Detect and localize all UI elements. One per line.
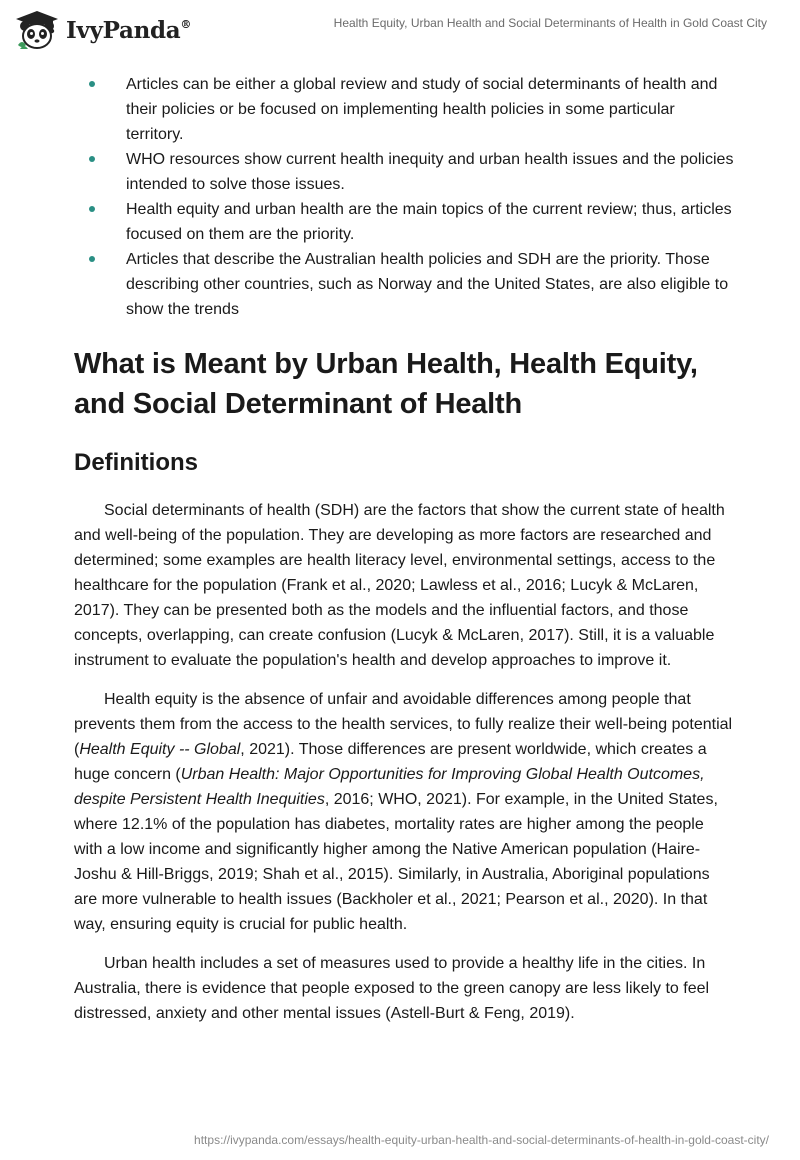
list-item: WHO resources show current health inequity and urban health issues and the policies intended to solve those issues. (74, 147, 734, 197)
criteria-list (74, 72, 734, 322)
source-url[interactable]: https://ivypanda.com/essays/health-equity-urban-health-and-social-determinants-of-health-in-gold-coast-city/ (194, 1133, 769, 1147)
bullet-icon (89, 256, 95, 262)
page-header (0, 0, 800, 60)
paragraph-health-equity: Health equity is the absence of unfair and avoidable differences among people that prevents them from the access to the health services, to fully realize their well-being potential (Health Equity -- Global, 2021). Those differences are present worldwide, which creates a huge concern (Urban Health: Major Opportunities for Improving Global Health Outcomes, despite Persistent Health Inequities, 2016; WHO, 2021). For example, in the United States, where 12.1% of the population has diabetes, mortality rates are higher among the people with a low income and significantly higher among the Native American population (Haire-Joshu & Hill-Briggs, 2019; Shah et al., 2015). Similarly, in Australia, Aboriginal populations are more vulnerable to health issues (Backholer et al., 2021; Pearson et al., 2020). In that way, ensuring equity is crucial for public health. (74, 691, 733, 933)
bullet-icon (89, 206, 95, 212)
paragraph-sdh: Social determinants of health (SDH) are the factors that show the current state of health and well-being of the population. They are developing as more factors are researched and determined; some examples are health literacy level, environmental settings, access to the healthcare for the population (Frank et al., 2020; Lawless et al., 2016; Lucyk & McLaren, 2017). They can be presented both as the models and the influential factors, and those concepts, overlapping, can create confusion (Lucyk & McLaren, 2017). Still, it is a valuable instrument to evaluate the population's health and develop approaches to improve it. (74, 502, 725, 669)
ivypanda-logo[interactable] (14, 9, 191, 51)
panda-graduate-icon (14, 9, 60, 51)
list-item: Articles that describe the Australian health policies and SDH are the priority. Those describing other countries, such as Norway and the United States, are also eligible to show the trends (74, 247, 734, 322)
section-heading: What is Meant by Urban Health, Health Equity, and Social Determinant of Health (74, 348, 698, 420)
list-item: Health equity and urban health are the main topics of the current review; thus, articles focused on them are the priority. (74, 197, 734, 247)
bullet-icon (89, 156, 95, 162)
logo-wordmark: IvyPanda® (66, 16, 192, 44)
subsection-heading: Definitions (74, 449, 198, 476)
list-item: Articles can be either a global review and study of social determinants of health and their policies or be focused on implementing health policies in some particular territory. (74, 72, 734, 147)
bullet-icon (89, 81, 95, 87)
document-title: Health Equity, Urban Health and Social Determinants of Health in Gold Coast City (333, 16, 767, 30)
essay-content (74, 72, 734, 1026)
paragraph-urban-health: Urban health includes a set of measures used to provide a healthy life in the cities. In Australia, there is evidence that people exposed to the green canopy are less likely to feel distressed, anxiety and other mental issues (Astell-Burt & Feng, 2019). (74, 955, 710, 1022)
